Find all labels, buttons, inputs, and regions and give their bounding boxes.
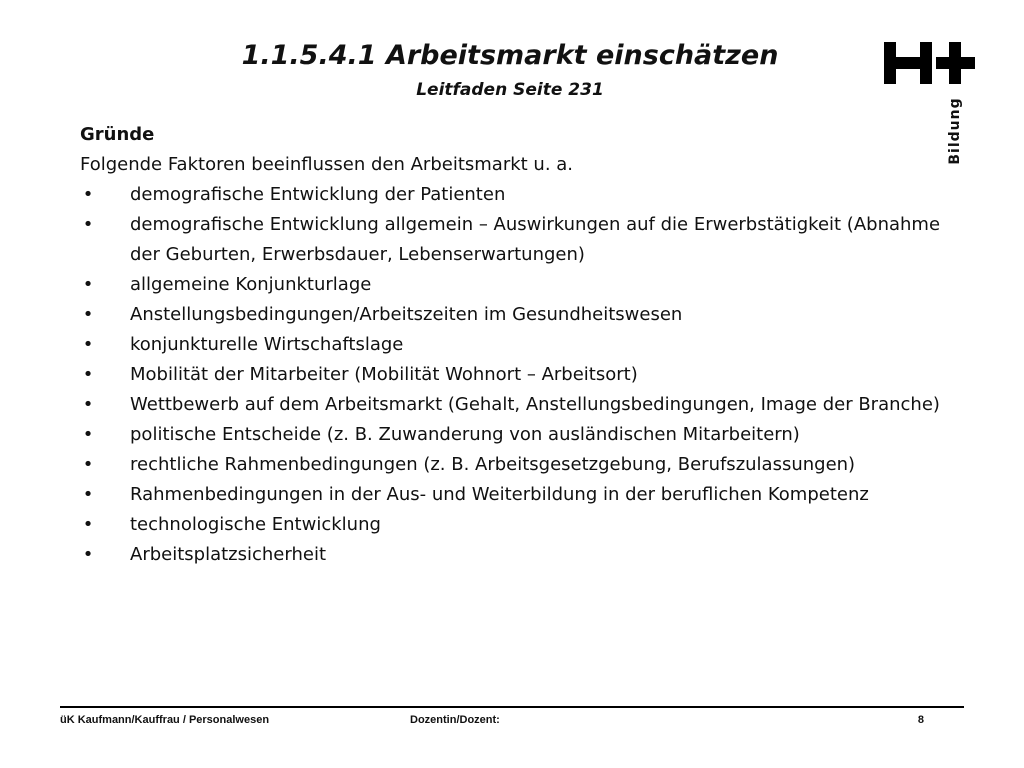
list-item-text: Wettbewerb auf dem Arbeitsmarkt (Gehalt, Anstellungsbedingungen, Image der Branche) — [130, 394, 940, 415]
bullet-icon: • — [82, 394, 94, 415]
bullet-icon: • — [82, 214, 94, 235]
bullet-icon: • — [82, 484, 94, 505]
list-item — [80, 450, 960, 480]
footer-divider — [60, 706, 964, 708]
list-item — [80, 300, 960, 330]
bullet-icon: • — [82, 274, 94, 295]
reasons-list — [80, 180, 960, 570]
list-item — [80, 360, 960, 390]
list-item — [80, 480, 960, 510]
footer-page-number: 8 — [917, 714, 924, 726]
list-item-text: Arbeitsplatzsicherheit — [130, 544, 326, 565]
bullet-icon: • — [82, 454, 94, 475]
bullet-icon: • — [82, 364, 94, 385]
list-item-text: demografische Entwicklung allgemein – Auswirkungen auf die Erwerbstätigkeit (Abnahme der Geburten, Erwerbsdauer, Lebenserwartungen) — [130, 214, 941, 265]
list-item-text: Anstellungsbedingungen/Arbeitszeiten im Gesundheitswesen — [130, 304, 683, 325]
bullet-icon: • — [82, 184, 94, 205]
slide-subtitle: Leitfaden Seite 231 — [416, 80, 604, 100]
list-item-text: Rahmenbedingungen in der Aus- und Weiterbildung in der beruflichen Kompetenz — [130, 484, 869, 505]
list-item — [80, 540, 960, 570]
bullet-icon: • — [82, 424, 94, 445]
logo-word-text: Bildung — [947, 97, 963, 165]
list-item-text: Mobilität der Mitarbeiter (Mobilität Wohnort – Arbeitsort) — [130, 364, 638, 385]
list-item-text: demografische Entwicklung der Patienten — [130, 184, 506, 205]
bullet-icon: • — [82, 334, 94, 355]
footer-course: üK Kaufmann/Kauffrau / Personalwesen — [60, 714, 270, 726]
slide-body — [80, 120, 960, 570]
list-item-text: politische Entscheide (z. B. Zuwanderung von ausländischen Mitarbeitern) — [130, 424, 800, 445]
bullet-icon: • — [82, 304, 94, 325]
list-item-text: allgemeine Konjunkturlage — [130, 274, 372, 295]
h-plus-logo-mark — [884, 38, 976, 98]
bullet-icon: • — [82, 544, 94, 565]
list-item-text: konjunkturelle Wirtschaftslage — [130, 334, 404, 355]
list-item-text: rechtliche Rahmenbedingungen (z. B. Arbeitsgesetzgebung, Berufszulassungen) — [130, 454, 856, 475]
slide-title: 1.1.5.4.1 Arbeitsmarkt einschätzen — [241, 40, 779, 71]
list-item — [80, 330, 960, 360]
list-item — [80, 270, 960, 300]
intro-text: Folgende Faktoren beeinflussen den Arbeitsmarkt u. a. — [80, 154, 574, 175]
list-item — [80, 390, 960, 420]
section-heading: Gründe — [80, 124, 155, 145]
bullet-icon: • — [82, 514, 94, 535]
list-item — [80, 210, 960, 270]
list-item-text: technologische Entwicklung — [130, 514, 381, 535]
list-item — [80, 420, 960, 450]
list-item — [80, 510, 960, 540]
footer-instructor-label: Dozentin/Dozent: — [410, 714, 500, 726]
list-item — [80, 180, 960, 210]
